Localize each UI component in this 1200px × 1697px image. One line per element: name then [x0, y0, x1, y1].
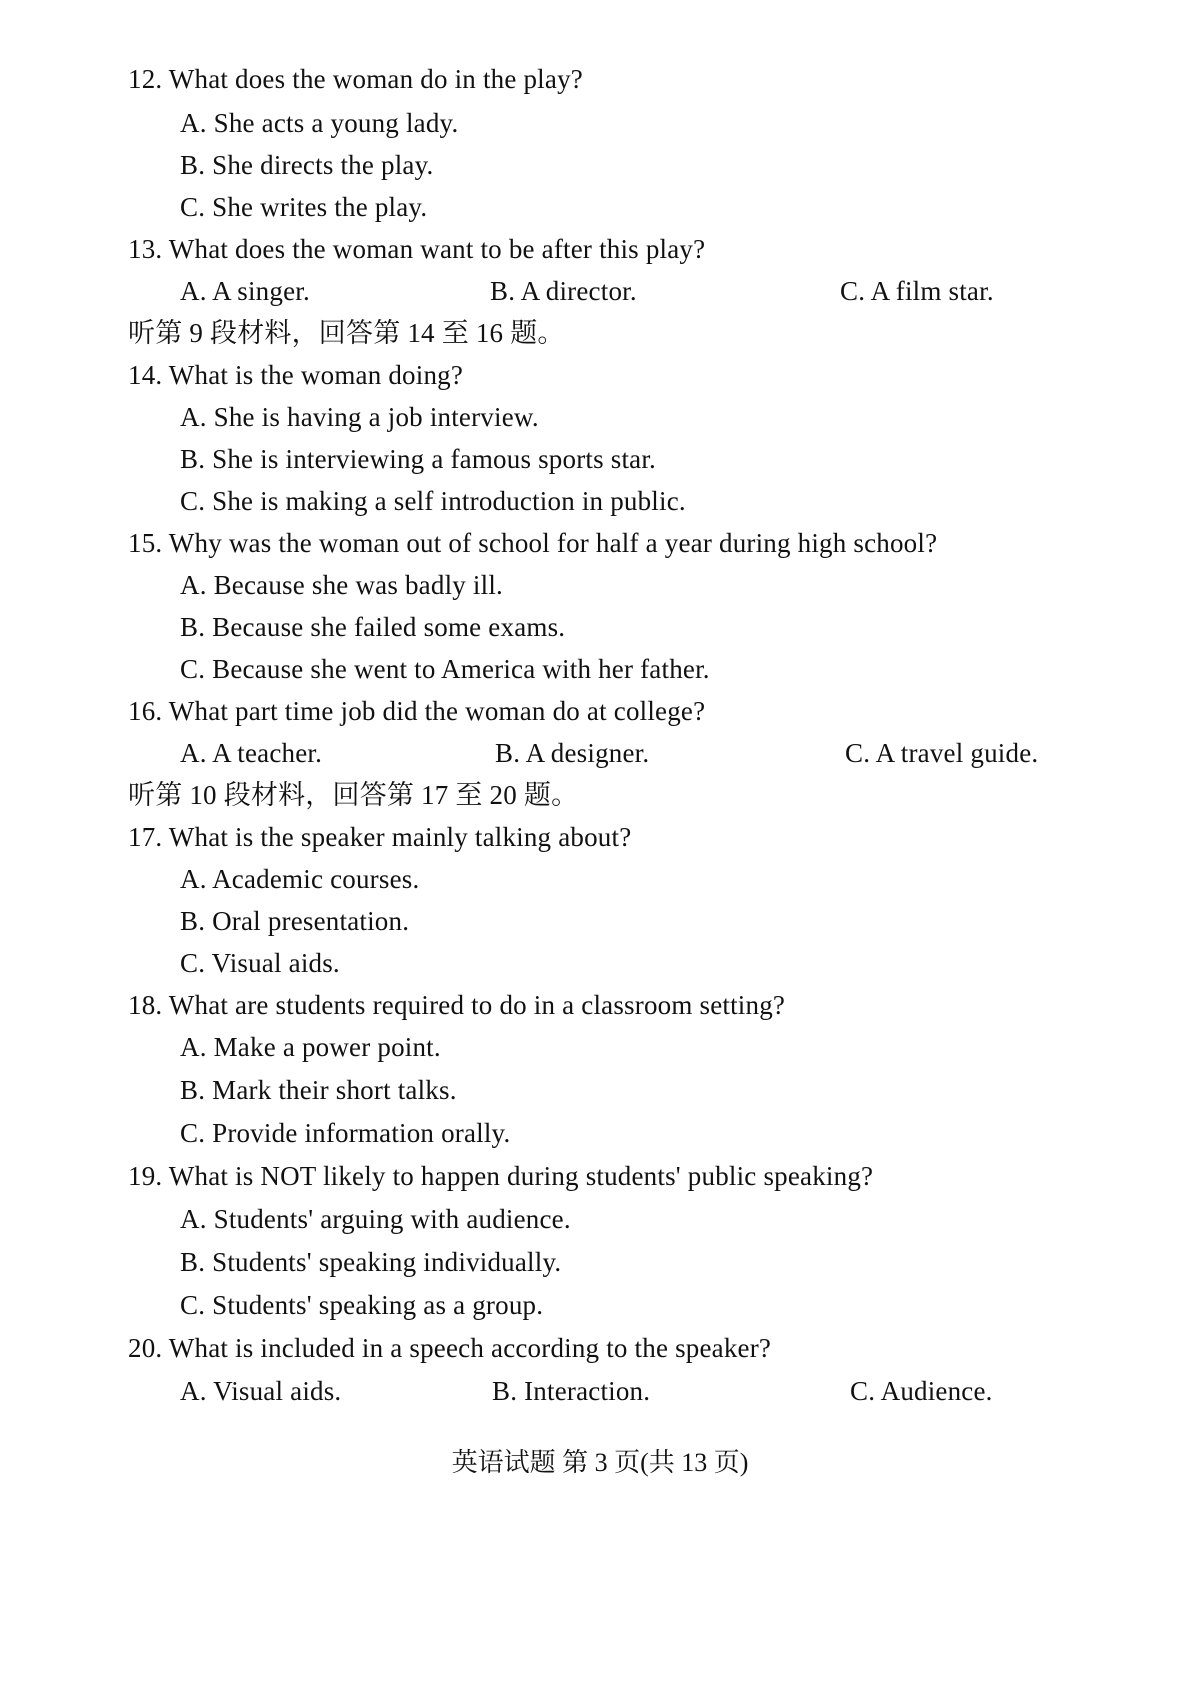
- question-16-option-c: C. A travel guide.: [845, 738, 1039, 768]
- question-20-option-a: A. Visual aids.: [180, 1376, 342, 1406]
- question-12-option-c: C. She writes the play.: [180, 192, 428, 222]
- question-17-option-c: C. Visual aids.: [180, 948, 340, 978]
- question-13-option-b: B. A director.: [490, 276, 637, 306]
- question-18-option-a: A. Make a power point.: [180, 1032, 441, 1062]
- question-15-stem: 15. Why was the woman out of school for half a year during high school?: [128, 528, 938, 558]
- question-15-option-c: C. Because she went to America with her father.: [180, 654, 710, 684]
- question-19-option-c: C. Students' speaking as a group.: [180, 1290, 544, 1320]
- question-20-stem: 20. What is included in a speech according to the speaker?: [128, 1333, 772, 1363]
- question-15-option-b: B. Because she failed some exams.: [180, 612, 566, 642]
- question-13-option-c: C. A film star.: [840, 276, 994, 306]
- question-17-option-a: A. Academic courses.: [180, 864, 420, 894]
- question-17-option-b: B. Oral presentation.: [180, 906, 410, 936]
- question-19-option-a: A. Students' arguing with audience.: [180, 1204, 571, 1234]
- question-18-option-c: C. Provide information orally.: [180, 1118, 511, 1148]
- question-14-option-c: C. She is making a self introduction in public.: [180, 486, 686, 516]
- question-12-option-b: B. She directs the play.: [180, 150, 434, 180]
- question-19-stem: 19. What is NOT likely to happen during students' public speaking?: [128, 1161, 874, 1191]
- question-17-stem: 17. What is the speaker mainly talking about?: [128, 822, 632, 852]
- question-15-option-a: A. Because she was badly ill.: [180, 570, 503, 600]
- question-12-option-a: A. She acts a young lady.: [180, 108, 459, 138]
- page-footer: 英语试题 第 3 页(共 13 页): [451, 1448, 749, 1477]
- section-10-heading: 听第 10 段材料，回答第 17 至 20 题。: [128, 780, 579, 810]
- question-16-stem: 16. What part time job did the woman do at college?: [128, 696, 706, 726]
- question-16-option-b: B. A designer.: [495, 738, 650, 768]
- question-14-stem: 14. What is the woman doing?: [128, 360, 464, 390]
- question-14-option-a: A. She is having a job interview.: [180, 402, 539, 432]
- question-18-stem: 18. What are students required to do in a classroom setting?: [128, 990, 786, 1020]
- question-13-stem: 13. What does the woman want to be after this play?: [128, 234, 706, 264]
- question-13-option-a: A. A singer.: [180, 276, 310, 306]
- question-16-option-a: A. A teacher.: [180, 738, 323, 768]
- question-20-option-b: B. Interaction.: [492, 1376, 651, 1406]
- question-14-option-b: B. She is interviewing a famous sports star.: [180, 444, 657, 474]
- section-9-heading: 听第 9 段材料，回答第 14 至 16 题。: [128, 318, 565, 348]
- question-19-option-b: B. Students' speaking individually.: [180, 1247, 562, 1277]
- question-18-option-b: B. Mark their short talks.: [180, 1075, 457, 1105]
- question-20-option-c: C. Audience.: [850, 1376, 993, 1406]
- question-12-stem: 12. What does the woman do in the play?: [128, 64, 583, 94]
